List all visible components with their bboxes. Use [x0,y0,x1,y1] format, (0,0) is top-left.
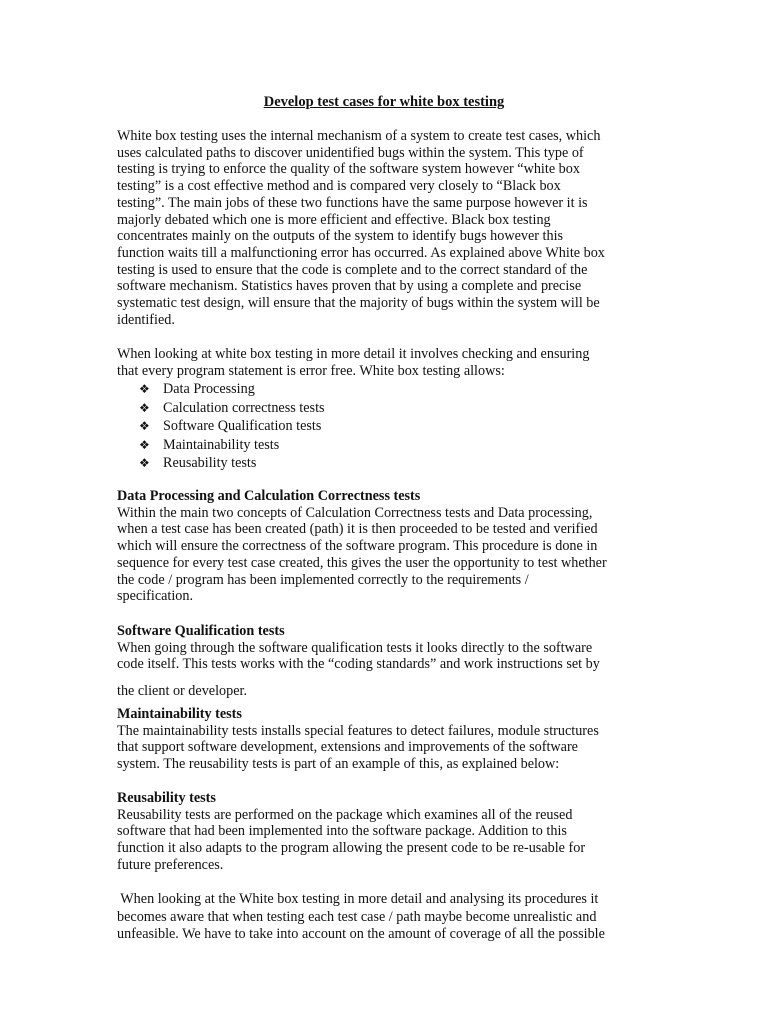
text-line: majorly debated which one is more efficient and effective. Black box testing [117,211,551,228]
section-maintainability [117,706,657,773]
section-heading: Maintainability tests [117,706,242,722]
intro-paragraph [117,128,657,328]
text-line: The maintainability tests installs special features to detect failures, module structures [117,722,599,739]
text-line: function it also adapts to the program allowing the present code to be re-usable for [117,840,586,857]
list-item [139,417,325,436]
text-line: the client or developer. [117,683,248,699]
text-line: specification. [117,588,194,605]
diamond-bullet-icon: ❖ [139,456,150,470]
diamond-bullet-icon: ❖ [139,437,150,452]
list-item [139,436,325,455]
section-heading: Software Qualification tests [117,623,285,639]
section-data-processing [117,488,657,605]
allows-paragraph [117,346,657,379]
text-line: When looking at the White box testing in more detail and analysing its procedures it [117,891,599,907]
text-line: that support software development, extensions and improvements of the software [117,739,578,756]
section-reusability [117,790,657,874]
diamond-bullet-icon: ❖ [139,400,150,415]
text-line: testing is used to ensure that the code is complete and to the correct standard of the [117,261,588,278]
text-line: White box testing uses the internal mechanism of a system to create test cases, which [117,128,601,144]
text-line: function waits till a malfunctioning error has occurred. As explained above White box [117,244,605,261]
list-item [139,399,325,418]
list-item-label: Reusability tests [163,455,257,471]
list-item-label: Data Processing [163,381,255,397]
text-line: software that had been implemented into the software package. Addition to this [117,823,567,840]
list-item-label: Maintainability tests [163,436,280,453]
text-line: system. The reusability tests is part of an example of this, as explained below: [117,756,560,773]
text-line: Reusability tests are performed on the package which examines all of the reused [117,806,573,823]
text-line: testing” is a cost effective method and is compared very closely to “Black box [117,178,561,195]
text-line: code itself. This tests works with the “coding standards” and work instructions set by [117,656,600,673]
text-line: future preferences. [117,856,224,873]
software-qualification-trailing-line [117,683,657,700]
text-line: testing is trying to enforce the quality of the software system however “white box [117,161,580,178]
text-line: When looking at white box testing in more detail it involves checking and ensuring [117,346,590,362]
section-heading: Data Processing and Calculation Correctness tests [117,488,421,504]
feature-bullet-list [139,380,325,473]
text-line: when a test case has been created (path) it is then proceeded to be tested and verified [117,521,598,538]
text-line: Within the main two concepts of Calculation Correctness tests and Data processing, [117,504,593,521]
list-item-label: Calculation correctness tests [163,399,325,416]
diamond-bullet-icon: ❖ [139,382,150,396]
text-line: sequence for every test case created, this gives the user the opportunity to test whether [117,554,607,571]
text-line: systematic test design, will ensure that the majority of bugs within the system will be [117,295,600,312]
section-heading: Reusability tests [117,790,216,806]
text-line: becomes aware that when testing each test case / path maybe become unrealistic and [117,908,597,925]
text-line: unfeasible. We have to take into account on the amount of coverage of all the possible [117,926,605,942]
text-line: uses calculated paths to discover unidentified bugs within the system. This type of [117,144,584,161]
text-line: When going through the software qualification tests it looks directly to the software [117,639,593,656]
text-line: that every program statement is error free. White box testing allows: [117,362,505,379]
text-line: which will ensure the correctness of the software program. This procedure is done in [117,538,598,555]
page-title: Develop test cases for white box testing [263,94,505,110]
text-line: software mechanism. Statistics haves proven that by using a complete and precise [117,278,582,295]
text-line: testing”. The main jobs of these two functions have the same purpose however it is [117,194,588,211]
closing-paragraph [117,891,657,944]
text-line: the code / program has been implemented correctly to the requirements / [117,571,529,588]
list-item [139,454,325,473]
section-software-qualification [117,623,657,673]
list-item-label: Software Qualification tests [163,418,322,434]
list-item [139,380,325,399]
text-line: concentrates mainly on the outputs of the system to identify bugs however this [117,228,564,245]
diamond-bullet-icon: ❖ [139,419,150,433]
text-line: identified. [117,311,175,328]
